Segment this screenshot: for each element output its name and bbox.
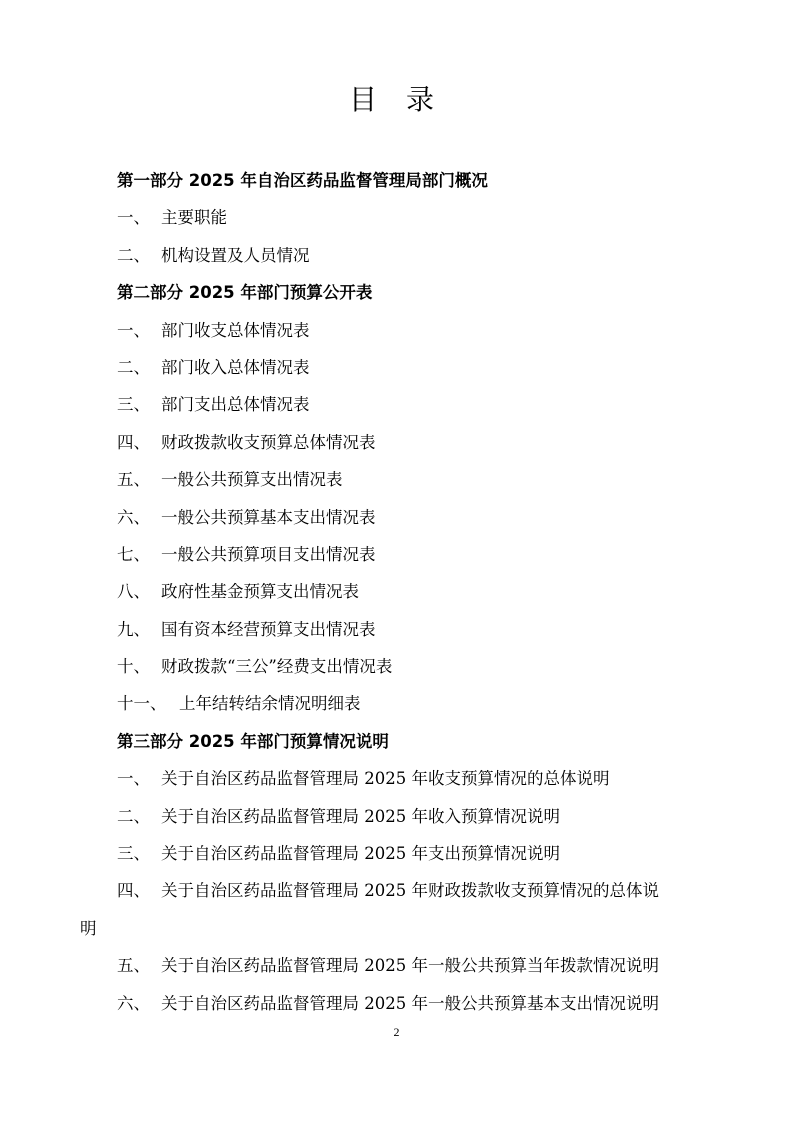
toc-item-number: 一、 (117, 769, 150, 789)
toc-item (0, 349, 793, 386)
toc-item (0, 798, 793, 835)
toc-item-text: 政府性基金预算支出情况表 (161, 582, 359, 602)
toc-item (0, 199, 793, 236)
toc-item-number: 六、 (117, 993, 150, 1013)
toc-item-continuation: 明 (80, 918, 97, 938)
toc-item (0, 760, 793, 797)
toc-item-text: 一般公共预算基本支出情况表 (161, 507, 376, 527)
toc-item-text: 部门支出总体情况表 (161, 395, 310, 415)
toc-item-number: 六、 (117, 507, 150, 527)
toc-item-text: 关于自治区药品监督管理局 2025 年财政拨款收支预算情况的总体说 (161, 881, 659, 901)
toc-item-text: 上年结转结余情况明细表 (179, 694, 361, 714)
toc-item (0, 424, 793, 461)
toc-item (0, 536, 793, 573)
toc-item-number: 五、 (117, 470, 150, 490)
toc-item-text: 关于自治区药品监督管理局 2025 年一般公共预算当年拨款情况说明 (161, 956, 659, 976)
toc-item-number: 八、 (117, 582, 150, 602)
toc-item-text: 主要职能 (161, 208, 227, 228)
toc-item (0, 573, 793, 610)
toc-item-number: 十、 (117, 657, 150, 677)
toc-item (0, 985, 793, 1022)
toc-item-text: 关于自治区药品监督管理局 2025 年收支预算情况的总体说明 (161, 769, 610, 789)
toc-item-text: 部门收支总体情况表 (161, 320, 310, 340)
toc-item (0, 648, 793, 685)
toc-item (0, 499, 793, 536)
toc-item-text: 机构设置及人员情况 (161, 245, 310, 265)
table-of-contents (0, 162, 793, 1022)
toc-item (0, 947, 793, 984)
toc-item (0, 835, 793, 872)
toc-item-number: 五、 (117, 956, 150, 976)
toc-item (0, 237, 793, 274)
toc-item-text: 财政拨款“三公”经费支出情况表 (161, 657, 393, 677)
toc-item-number: 二、 (117, 357, 150, 377)
toc-item-number: 四、 (117, 432, 150, 452)
toc-item-text: 财政拨款收支预算总体情况表 (161, 432, 376, 452)
toc-item-number: 三、 (117, 844, 150, 864)
toc-item-text: 关于自治区药品监督管理局 2025 年支出预算情况说明 (161, 844, 560, 864)
toc-item-number: 二、 (117, 245, 150, 265)
toc-item (0, 872, 793, 909)
toc-item (0, 611, 793, 648)
toc-item (0, 685, 793, 722)
toc-item-text: 一般公共预算项目支出情况表 (161, 544, 376, 564)
toc-part-heading: 第二部分 2025 年部门预算公开表 (117, 283, 373, 303)
toc-item-number: 一、 (117, 208, 150, 228)
toc-item-text: 一般公共预算支出情况表 (161, 470, 343, 490)
toc-item-text: 部门收入总体情况表 (161, 357, 310, 377)
toc-item-text: 关于自治区药品监督管理局 2025 年收入预算情况说明 (161, 806, 560, 826)
toc-item-text: 关于自治区药品监督管理局 2025 年一般公共预算基本支出情况说明 (161, 993, 659, 1013)
toc-item (0, 461, 793, 498)
toc-item-number: 四、 (117, 881, 150, 901)
toc-item-number: 十一、 (117, 694, 167, 714)
toc-item-number: 三、 (117, 395, 150, 415)
toc-part-heading: 第一部分 2025 年自治区药品监督管理局部门概况 (117, 171, 488, 190)
toc-part-heading: 第三部分 2025 年部门预算情况说明 (117, 731, 389, 751)
toc-item-number: 一、 (117, 320, 150, 340)
toc-item-number: 二、 (117, 806, 150, 826)
page-number: 2 (393, 1025, 400, 1039)
toc-item-number: 七、 (117, 544, 150, 564)
document-title: 目 录 (349, 83, 444, 116)
toc-item (0, 386, 793, 423)
toc-item-text: 国有资本经营预算支出情况表 (161, 619, 376, 639)
toc-item (0, 312, 793, 349)
toc-item-number: 九、 (117, 619, 150, 639)
